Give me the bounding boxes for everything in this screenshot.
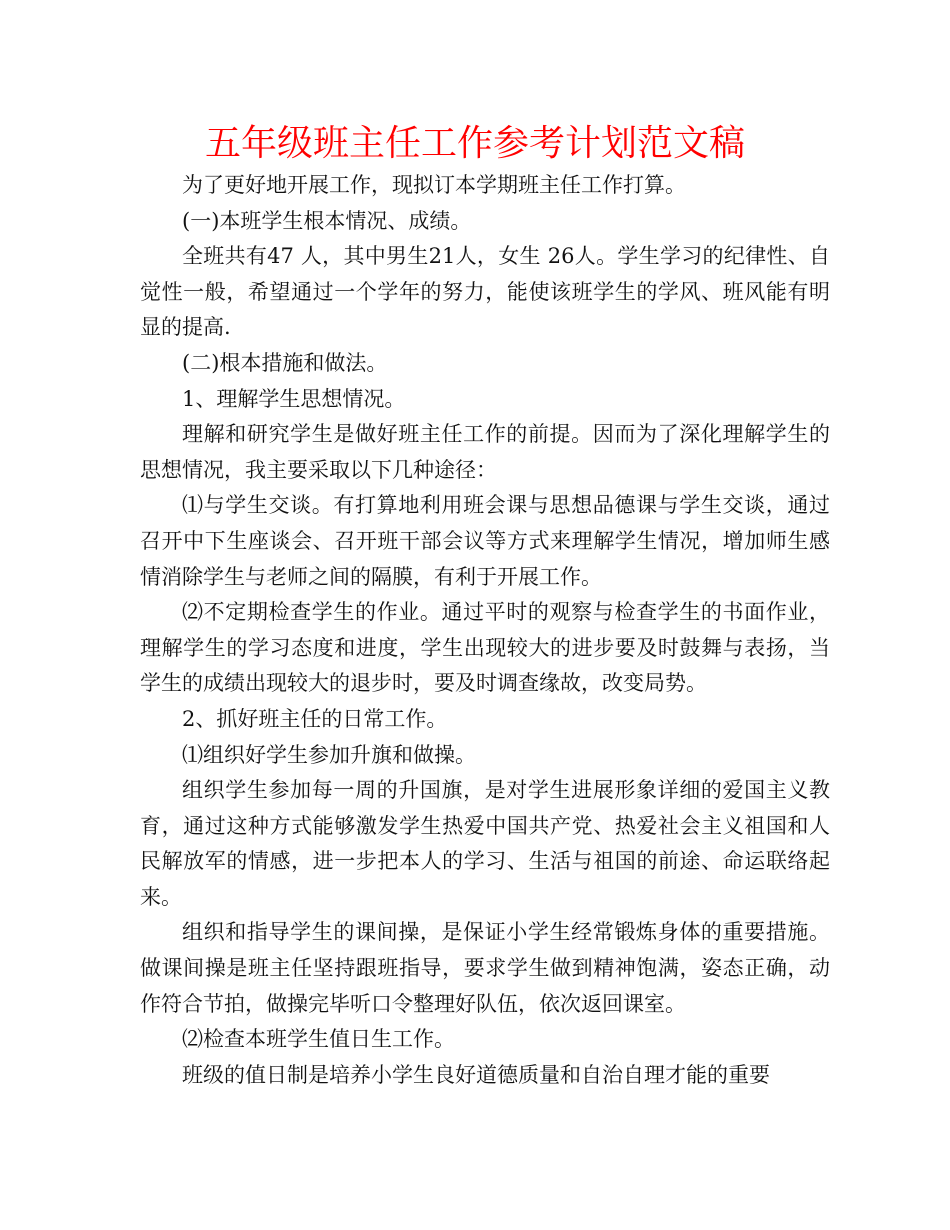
list-item-duty-check: ⑵检查本班学生值日生工作。 [182, 1027, 455, 1052]
list-item-flag-and-exercise: ⑴组织好学生参加升旗和做操。 [182, 742, 476, 767]
paragraph-class-overview: 全班共有47 人，其中男生21人，女生 26人。学生学习的纪律性、自觉性一般，希望通过一个学年的努力，能使该班学生的学风、班风能有明显的提高. [140, 244, 830, 340]
document-body [140, 168, 830, 1093]
paragraph-break-exercise: 组织和指导学生的课间操，是保证小学生经常锻炼身体的重要措施。做课间操是班主任坚持跟班指导，要求学生做到精神饱满，姿态正确，动作符合节拍，做操完毕听口令整理好队伍，依次返回课室。 [140, 920, 830, 1016]
document-title: 五年级班主任工作参考计划范文稿 [204, 123, 745, 164]
subheading-daily-work: 2、抓好班主任的日常工作。 [182, 706, 448, 731]
paragraph-flag-raising: 组织学生参加每一周的升国旗，是对学生进展形象详细的爱国主义教育，通过这种方式能够激发学生热爱中国共产党、热爱社会主义祖国和人民解放军的情感，进一步把本人的学习、生活与祖国的前途、命运联络起来。 [140, 778, 830, 909]
subheading-understand-students: 1、理解学生思想情况。 [182, 386, 406, 411]
list-item-check-homework: ⑵不定期检查学生的作业。通过平时的观察与检查学生的书面作业，理解学生的学习态度和进度，学生出现较大的进步要及时鼓舞与表扬，当学生的成绩出现较大的退步时，要及时调查缘故，改变局势。 [140, 600, 830, 696]
section-heading-measures: (二)根本措施和做法。 [182, 350, 388, 375]
paragraph-duty-system: 班级的值日制是培养小学生良好道德质量和自治自理才能的重要 [182, 1062, 770, 1087]
section-heading-basic-situation: (一)本班学生根本情况、成绩。 [182, 208, 472, 233]
paragraph-understand-students: 理解和研究学生是做好班主任工作的前提。因而为了深化理解学生的思想情况，我主要采取以下几种途径： [140, 422, 830, 482]
list-item-talk-with-students: ⑴与学生交谈。有打算地利用班会课与思想品德课与学生交谈，通过召开中下生座谈会、召开班干部会议等方式来理解学生情况，增加师生感情消除学生与老师之间的隔膜，有利于开展工作。 [140, 493, 830, 589]
paragraph-intro: 为了更好地开展工作，现拟订本学期班主任工作打算。 [182, 173, 686, 197]
